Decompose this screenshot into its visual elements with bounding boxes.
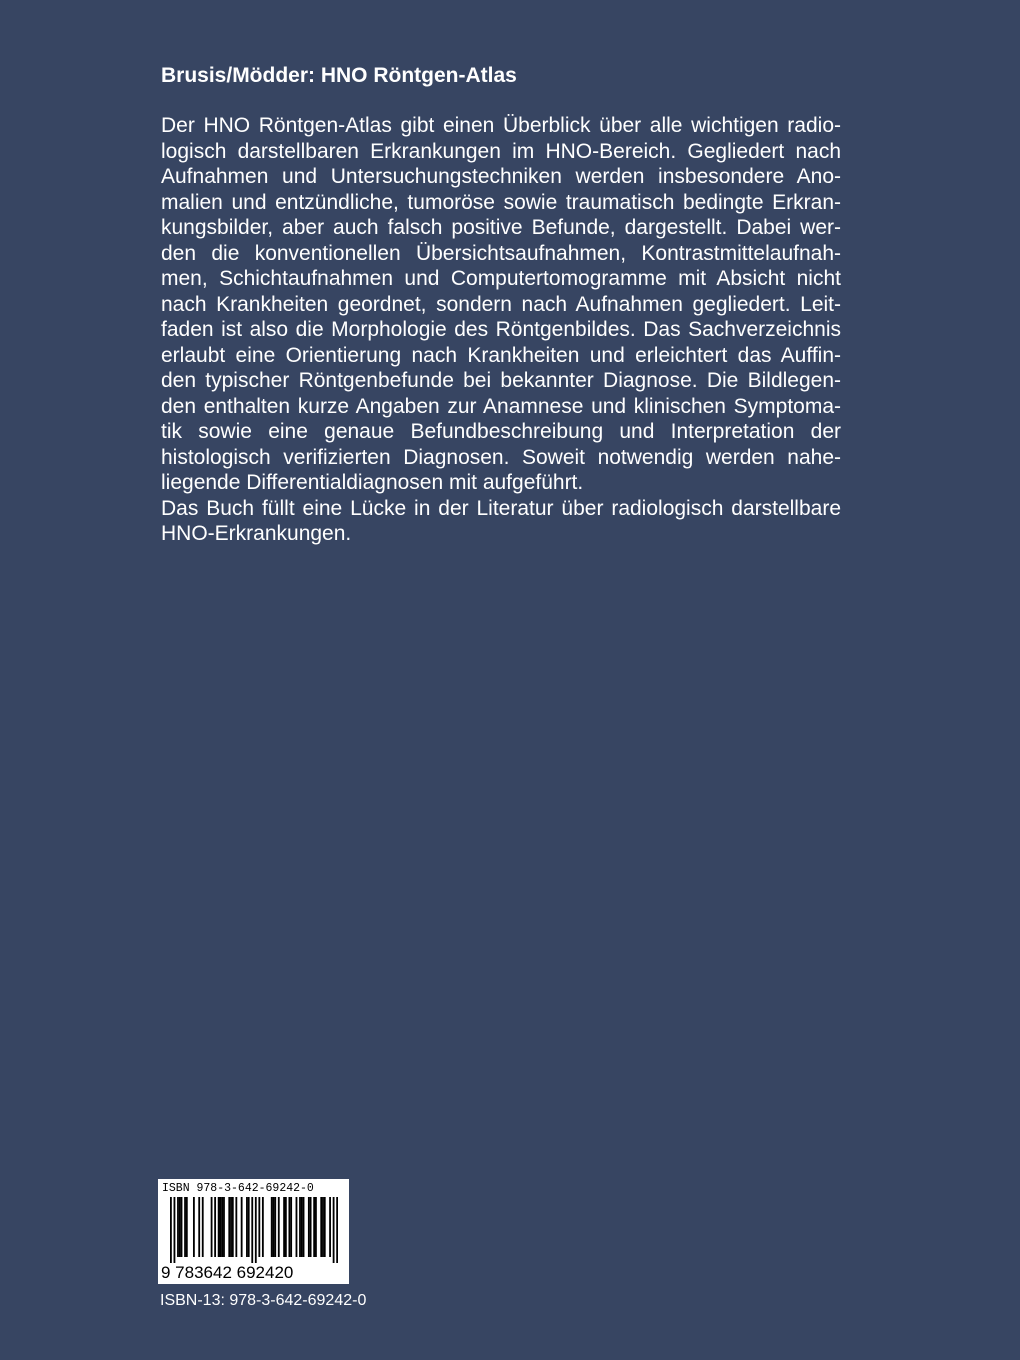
barcode-bar xyxy=(258,1197,260,1257)
blurb-line: Das Buch füllt eine Lücke in der Literatur über radiologisch darstellbare xyxy=(161,496,841,520)
barcode-bar xyxy=(303,1197,305,1257)
barcode-bar xyxy=(181,1197,183,1257)
blurb-line: faden ist also die Morphologie des Röntgenbildes. Das Sachverzeichnis xyxy=(161,318,841,341)
isbn-barcode xyxy=(158,1179,349,1284)
barcode-bars xyxy=(170,1197,338,1263)
barcode-bar xyxy=(186,1197,188,1257)
barcode-bar xyxy=(262,1197,264,1257)
barcode-bar xyxy=(329,1197,331,1257)
barcode-bar xyxy=(218,1197,220,1257)
barcode-bar xyxy=(255,1197,257,1263)
barcode-bar xyxy=(228,1197,230,1257)
blurb-line: Der HNO Röntgen-Atlas gibt einen Überblick über alle wichtigen radio- xyxy=(161,114,841,137)
barcode-bar xyxy=(324,1197,326,1257)
barcode-bar xyxy=(202,1197,204,1257)
barcode-bar xyxy=(274,1197,276,1257)
cover-blurb xyxy=(161,113,841,547)
blurb-line: nach Krankheiten geordnet, sondern nach Aufnahmen gegliedert. Leit- xyxy=(161,292,841,316)
barcode-bar xyxy=(301,1197,303,1257)
barcode-bar xyxy=(333,1197,335,1263)
blurb-line: den typischer Röntgenbefunde bei bekannter Diagnose. Die Bildlegen- xyxy=(161,369,841,392)
blurb-line: tik sowie eine genaue Befundbeschreibung und Interpretation der xyxy=(161,420,841,443)
barcode-bar xyxy=(179,1197,181,1257)
barcode-bar xyxy=(246,1197,248,1257)
barcode-bar xyxy=(336,1197,338,1263)
barcode-bar xyxy=(230,1197,232,1257)
barcode-bar xyxy=(288,1197,290,1257)
barcode-bar xyxy=(223,1197,225,1257)
barcode-bar xyxy=(296,1197,298,1257)
barcode-bar xyxy=(322,1197,324,1257)
blurb-line: den die konventionellen Übersichtsaufnahmen, Kontrastmittelaufnah- xyxy=(161,241,841,265)
barcode-bar xyxy=(308,1197,310,1257)
barcode-bar xyxy=(248,1197,250,1257)
barcode-bar xyxy=(278,1197,280,1257)
barcode-bar xyxy=(273,1197,275,1257)
blurb-line: logisch darstellbaren Erkrankungen im HNO-Bereich. Gegliedert nach xyxy=(161,139,841,163)
blurb-line: erlaubt eine Orientierung nach Krankheiten und erleichtert das Auffin- xyxy=(161,343,841,367)
blurb-line: HNO-Erkrankungen. xyxy=(161,522,352,545)
barcode-bar xyxy=(220,1197,222,1257)
barcode-bar xyxy=(313,1197,315,1257)
barcode-isbn-label: ISBN 978-3-642-69242-0 xyxy=(162,1182,314,1195)
blurb-line: den enthalten kurze Angaben zur Anamnese und klinischen Symptoma- xyxy=(161,394,841,418)
cover-title: Brusis/Mödder: HNO Röntgen-Atlas xyxy=(161,64,517,87)
barcode-bar xyxy=(214,1197,216,1257)
isbn13-text: ISBN-13: 978-3-642-69242-0 xyxy=(160,1292,367,1309)
barcode-bar xyxy=(290,1197,292,1257)
barcode-bar xyxy=(177,1197,179,1257)
barcode-bar xyxy=(285,1197,287,1257)
barcode-bar xyxy=(232,1197,234,1257)
blurb-line: men, Schichtaufnahmen und Computertomogramme mit Absicht nicht xyxy=(161,267,841,290)
barcode-bar xyxy=(320,1197,322,1257)
barcode-digits: 9 783642 692420 xyxy=(161,1263,294,1282)
barcode-bar xyxy=(315,1197,317,1257)
barcode-bar xyxy=(193,1197,195,1257)
barcode-bar xyxy=(170,1197,172,1263)
blurb-line: kungsbilder, aber auch falsch positive Befunde, dargestellt. Dabei wer- xyxy=(161,216,841,239)
barcode-bar xyxy=(198,1197,200,1257)
barcode-bar xyxy=(174,1197,176,1263)
blurb-line: malien und entzündliche, tumoröse sowie traumatisch bedingte Erkran- xyxy=(161,190,841,214)
barcode-bar xyxy=(310,1197,312,1257)
barcode-bar xyxy=(283,1197,285,1257)
blurb-line: Aufnahmen und Untersuchungstechniken werden insbesondere Ano- xyxy=(161,165,841,188)
barcode-bar xyxy=(221,1197,223,1257)
blurb-line: histologisch verifizierten Diagnosen. Soweit notwendig werden nahe- xyxy=(161,445,841,469)
blurb-line: liegende Differentialdiagnosen mit aufgeführt. xyxy=(161,471,584,494)
barcode-bar xyxy=(251,1197,253,1263)
barcode-bar xyxy=(299,1197,301,1257)
barcode-bar xyxy=(211,1197,213,1257)
barcode-bar xyxy=(241,1197,243,1257)
barcode-bar xyxy=(184,1197,186,1257)
barcode-bar xyxy=(271,1197,273,1257)
barcode-bar xyxy=(235,1197,237,1257)
